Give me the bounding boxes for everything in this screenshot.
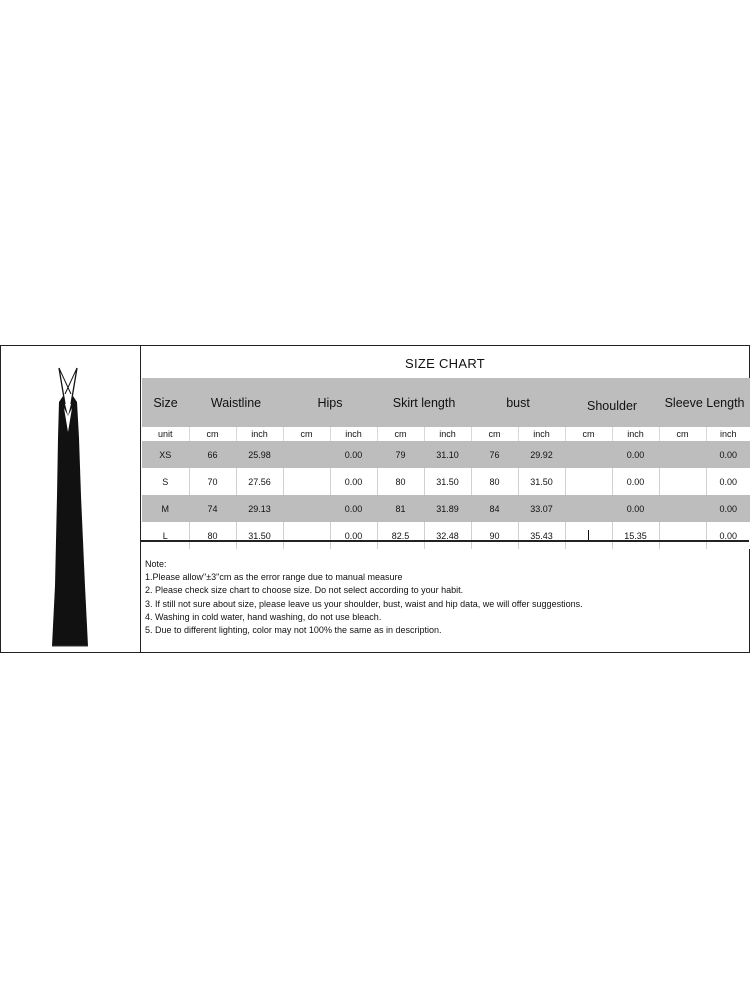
table-cell: 32.48 <box>424 522 471 549</box>
unit-row <box>142 427 750 441</box>
table-cell: 79 <box>377 441 424 468</box>
table-cell: 15.35 <box>612 522 659 549</box>
table-cell: 0.00 <box>330 441 377 468</box>
table-cell: M <box>142 495 189 522</box>
table-cell <box>565 468 612 495</box>
header-sleeve-length: Sleeve Length <box>659 378 750 427</box>
table-cell: 33.07 <box>518 495 565 522</box>
unit-cell: cm <box>659 427 706 441</box>
table-cell: 35.43 <box>518 522 565 549</box>
table-cell <box>283 441 330 468</box>
unit-cell: inch <box>236 427 283 441</box>
table-cell <box>659 441 706 468</box>
table-row <box>142 468 750 495</box>
table-cell: 0.00 <box>706 495 750 522</box>
table-cell: 0.00 <box>706 522 750 549</box>
table-header-row <box>142 378 750 427</box>
table-cell: 74 <box>189 495 236 522</box>
table-cell: 0.00 <box>330 468 377 495</box>
table-cell: 66 <box>189 441 236 468</box>
table-cell <box>283 495 330 522</box>
table-cell: 25.98 <box>236 441 283 468</box>
table-cell: 31.10 <box>424 441 471 468</box>
unit-cell: inch <box>612 427 659 441</box>
unit-cell: inch <box>518 427 565 441</box>
size-chart <box>140 345 750 653</box>
table-cell <box>659 522 706 549</box>
chart-title: SIZE CHART <box>404 356 486 371</box>
notes-heading: Note: <box>145 559 167 569</box>
size-table <box>142 378 750 549</box>
table-cell: 0.00 <box>330 522 377 549</box>
table-cell: S <box>142 468 189 495</box>
table-cell: 31.50 <box>236 522 283 549</box>
header-shoulder: Shoulder <box>565 378 659 427</box>
unit-cell: cm <box>189 427 236 441</box>
notes <box>145 558 745 637</box>
table-cell <box>283 522 330 549</box>
note-line: 3. If still not sure about size, please leave us your shoulder, bust, waist and hip data, we will offer suggestions. <box>145 598 583 609</box>
table-cell <box>283 468 330 495</box>
table-cell: 0.00 <box>330 495 377 522</box>
table-row <box>142 522 750 549</box>
table-cell: 81 <box>377 495 424 522</box>
product-image-panel <box>0 345 140 653</box>
table-cell <box>565 495 612 522</box>
table-cell: 84 <box>471 495 518 522</box>
table-cell: 76 <box>471 441 518 468</box>
table-cell <box>565 522 612 549</box>
table-cell: 27.56 <box>236 468 283 495</box>
unit-cell: cm <box>377 427 424 441</box>
table-cell: 80 <box>471 468 518 495</box>
unit-cell: cm <box>565 427 612 441</box>
note-line: 2. Please check size chart to choose size. Do not select according to your habit. <box>145 585 464 596</box>
unit-cell: inch <box>330 427 377 441</box>
note-line: 5. Due to different lighting, color may not 100% the same as in description. <box>145 625 442 636</box>
table-row <box>142 441 750 468</box>
unit-cell: inch <box>706 427 750 441</box>
table-cell: 82.5 <box>377 522 424 549</box>
table-cell: 31.50 <box>424 468 471 495</box>
header-size: Size <box>142 378 189 427</box>
header-skirt-length: Skirt length <box>377 378 471 427</box>
table-cell: 0.00 <box>612 468 659 495</box>
table-cell: 90 <box>471 522 518 549</box>
table-cell: 70 <box>189 468 236 495</box>
table-cell: 31.50 <box>518 468 565 495</box>
header-waistline: Waistline <box>189 378 283 427</box>
table-cell: L <box>142 522 189 549</box>
table-cell: 0.00 <box>612 495 659 522</box>
note-line: 1.Please allow"±3"cm as the error range due to manual measure <box>145 572 403 583</box>
header-bust: bust <box>471 378 565 427</box>
black-maxi-slip-dress-image <box>1 346 141 654</box>
unit-cell: inch <box>424 427 471 441</box>
table-cell <box>659 468 706 495</box>
table-row <box>142 495 750 522</box>
table-cell: 80 <box>377 468 424 495</box>
table-cell: 0.00 <box>706 441 750 468</box>
table-cell <box>659 495 706 522</box>
unit-cell: unit <box>142 427 189 441</box>
table-cell: 0.00 <box>706 468 750 495</box>
table-cell: 31.89 <box>424 495 471 522</box>
table-cell: 29.13 <box>236 495 283 522</box>
table-cell: XS <box>142 441 189 468</box>
unit-cell: cm <box>471 427 518 441</box>
chart-divider <box>141 540 749 542</box>
table-cell: 29.92 <box>518 441 565 468</box>
table-cell: 0.00 <box>612 441 659 468</box>
table-cell <box>565 441 612 468</box>
note-line: 4. Washing in cold water, hand washing, do not use bleach. <box>145 611 382 622</box>
unit-cell: cm <box>283 427 330 441</box>
table-cell: 80 <box>189 522 236 549</box>
header-hips: Hips <box>283 378 377 427</box>
